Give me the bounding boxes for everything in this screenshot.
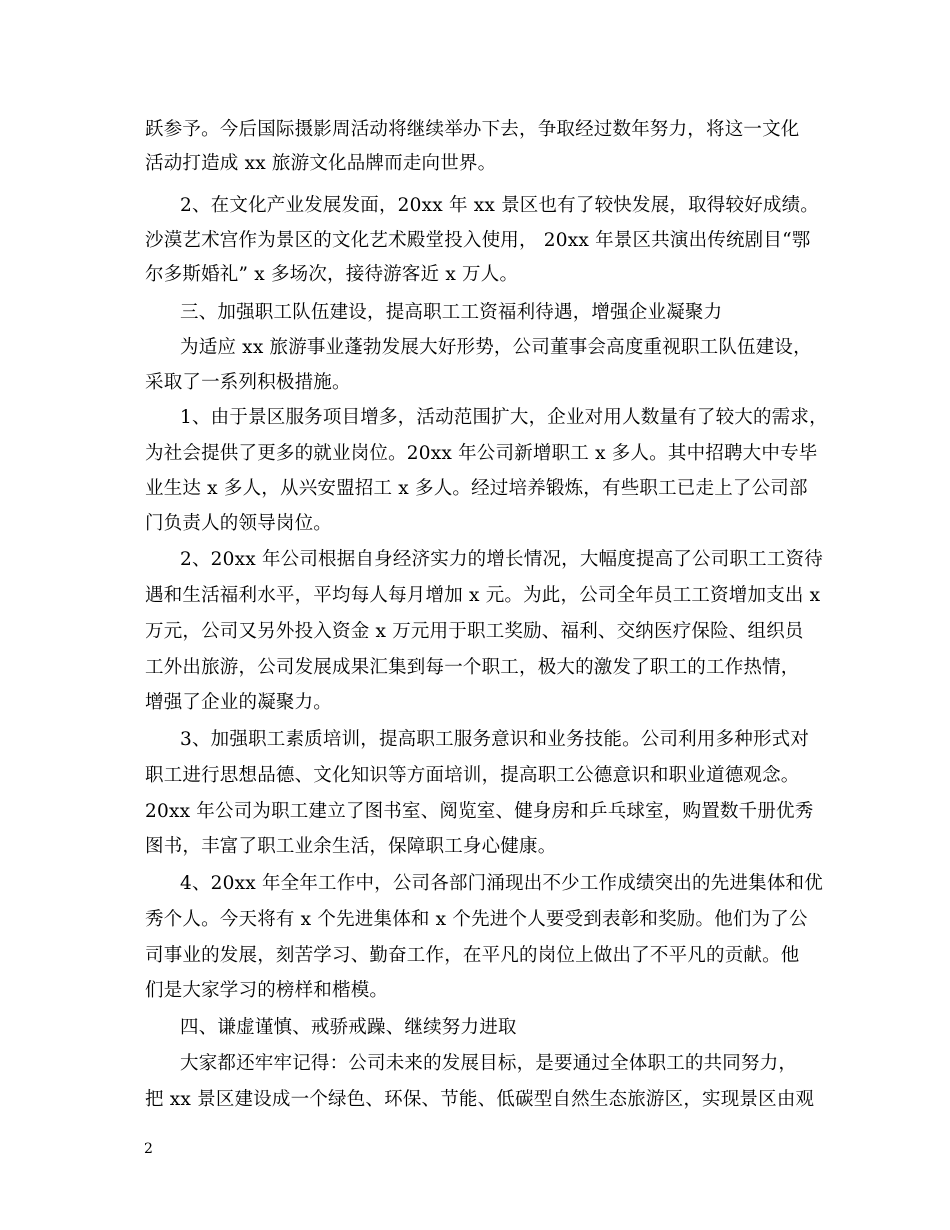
paragraph-line: 4、20xx 年全年工作中，公司各部门涌现出不少工作成绩突出的先进集体和优 (180, 873, 823, 894)
page-number: 2 (144, 1141, 153, 1157)
text-line: 业生达 x 多人，从兴安盟招工 x 多人。经过培养锻炼，有些职工已走上了公司部 (145, 478, 808, 499)
text-line: 图书，丰富了职工业余生活，保障职工身心健康。 (145, 836, 557, 857)
text-line: 万元，公司又另外投入资金 x 万元用于职工奖励、福利、交纳医疗保险、组织员 (145, 621, 804, 642)
text-line: 尔多斯婚礼” x 多场次，接待游客近 x 万人。 (145, 264, 519, 285)
paragraph-line: 1、由于景区服务项目增多，活动范围扩大，企业对用人数量有了较大的需求， (180, 407, 828, 428)
text-line: 增强了企业的凝聚力。 (145, 692, 333, 713)
text-line: 活动打造成 xx 旅游文化品牌而走向世界。 (145, 153, 497, 174)
text-line: 司事业的发展，刻苦学习、勤奋工作，在平凡的岗位上做出了不平凡的贡献。他 (145, 945, 800, 966)
text-line: 们是大家学习的榜样和楷模。 (145, 980, 389, 1001)
text-line: 20xx 年公司为职工建立了图书室、阅览室、健身房和乒乓球室，购置数千册优秀 (145, 801, 814, 822)
paragraph-line: 2、20xx 年公司根据自身经济实力的增长情况，大幅度提高了公司职工工资待 (180, 549, 823, 570)
section-heading: 三、加强职工队伍建设，提高职工工资福利待遇，增强企业凝聚力 (180, 302, 723, 323)
text-line: 采取了一系列积极措施。 (145, 372, 351, 393)
text-line: 把 xx 景区建设成一个绿色、环保、节能、低碳型自然生态旅游区，实现景区由观 (145, 1089, 815, 1110)
text-line: 门负责人的领导岗位。 (145, 513, 333, 534)
text-line: 职工进行思想品德、文化知识等方面培训，提高职工公德意识和职业道德观念。 (145, 765, 800, 786)
text-line: 工外出旅游，公司发展成果汇集到每一个职工，极大的激发了职工的工作热情， (145, 657, 800, 678)
paragraph-line: 大家都还牢牢记得：公司未来的发展目标，是要通过全体职工的共同努力， (180, 1053, 798, 1074)
section-heading: 四、谦虚谨慎、戒骄戒躁、继续努力进取 (180, 1017, 517, 1038)
text-line: 为社会提供了更多的就业岗位。20xx 年公司新增职工 x 多人。其中招聘大中专毕 (145, 443, 818, 464)
text-line: 遇和生活福利水平，平均每人每月增加 x 元。为此，公司全年员工工资增加支出 x (145, 585, 821, 606)
paragraph-line: 为适应 xx 旅游事业蓬勃发展大好形势，公司董事会高度重视职工队伍建设， (180, 337, 812, 358)
paragraph-line: 2、在文化产业发展发面，20xx 年 xx 景区也有了较快发展，取得较好成绩。 (180, 195, 819, 216)
text-line: 跃参予。今后国际摄影周活动将继续举办下去，争取经过数年努力，将这一文化 (145, 119, 800, 140)
text-line: 秀个人。今天将有 x 个先进集体和 x 个先进个人要受到表彰和奖励。他们为了公 (145, 909, 808, 930)
paragraph-line: 3、加强职工素质培训，提高职工服务意识和业务技能。公司利用多种形式对 (180, 729, 810, 750)
text-line: 沙漠艺术宫作为景区的文化艺术殿堂投入使用， 20xx 年景区共演出传统剧目“鄂 (145, 230, 811, 251)
